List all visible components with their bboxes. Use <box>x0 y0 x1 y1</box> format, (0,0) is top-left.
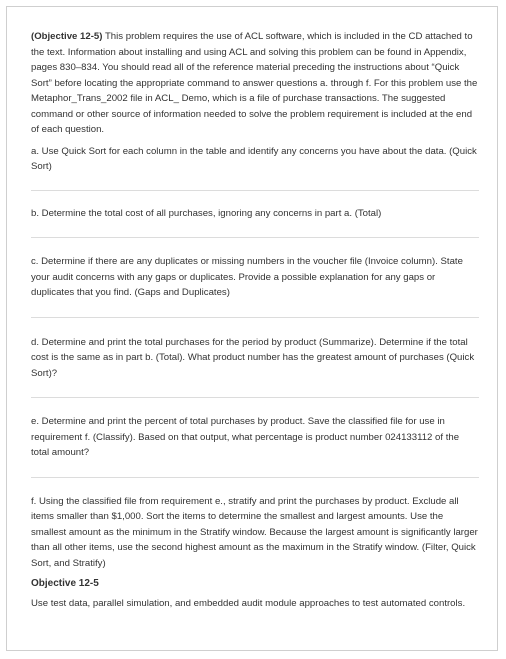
divider <box>31 317 479 318</box>
question-b: b. Determine the total cost of all purchases, ignoring any concerns in part a. (Total) <box>31 207 382 219</box>
intro-objective-label: (Objective 12-5) <box>31 31 103 42</box>
objective-heading: Objective 12-5 <box>31 578 99 589</box>
divider <box>31 237 479 238</box>
divider <box>31 477 479 478</box>
problem-card <box>6 6 498 651</box>
problem-content <box>31 29 479 612</box>
question-f: f. Using the classified file from requirement e., stratify and print the purchases by product. Exclude all items smaller than $1,000. Sort the items to determine the smallest and largest amounts. Use the smallest amount as the minimum in the Stratify window. Because the largest amount is significantly larger than all other items, use the second highest amount as the maximum in the Stratify window. (Filter, Quick Sort, and Stratify) <box>31 495 478 569</box>
divider <box>31 190 479 191</box>
intro-paragraph <box>31 29 479 138</box>
objective-text: Use test data, parallel simulation, and embedded audit module approaches to test automated controls. <box>31 598 466 609</box>
question-d: d. Determine and print the total purchases for the period by product (Summarize). Determine if the total cost is the same as in part b. (Total). What product number has the greatest amount of purchases (Quick Sort)? <box>31 336 475 379</box>
question-a: a. Use Quick Sort for each column in the table and identify any concerns you have about the data. (Quick Sort) <box>31 145 477 172</box>
intro-text: This problem requires the use of ACL software, which is included in the CD attached to the text. Information about installing and using ACL and solving this problem can be found in Appendix, pages 830–834. You should read all of the reference material preceding the instructions about “Quick Sort” before locating the appropriate command to answer questions a. through f. For this problem use the Metaphor_Trans_2002 file in ACL_ Demo, which is a file of purchase transactions. The suggested command or other source of information needed to solve the problem requirement is included at the end of each question. <box>31 31 478 135</box>
divider <box>31 397 479 398</box>
question-e: e. Determine and print the percent of total purchases by product. Save the classified file for use in requirement f. (Classify). Based on that output, what percentage is product number 024133112 of the total amount? <box>31 416 460 458</box>
question-c: c. Determine if there are any duplicates or missing numbers in the voucher file (Invoice column). State your audit concerns with any gaps or duplicates. Provide a possible explanation for any gaps or duplicates that you find. (Gaps and Duplicates) <box>31 256 463 298</box>
